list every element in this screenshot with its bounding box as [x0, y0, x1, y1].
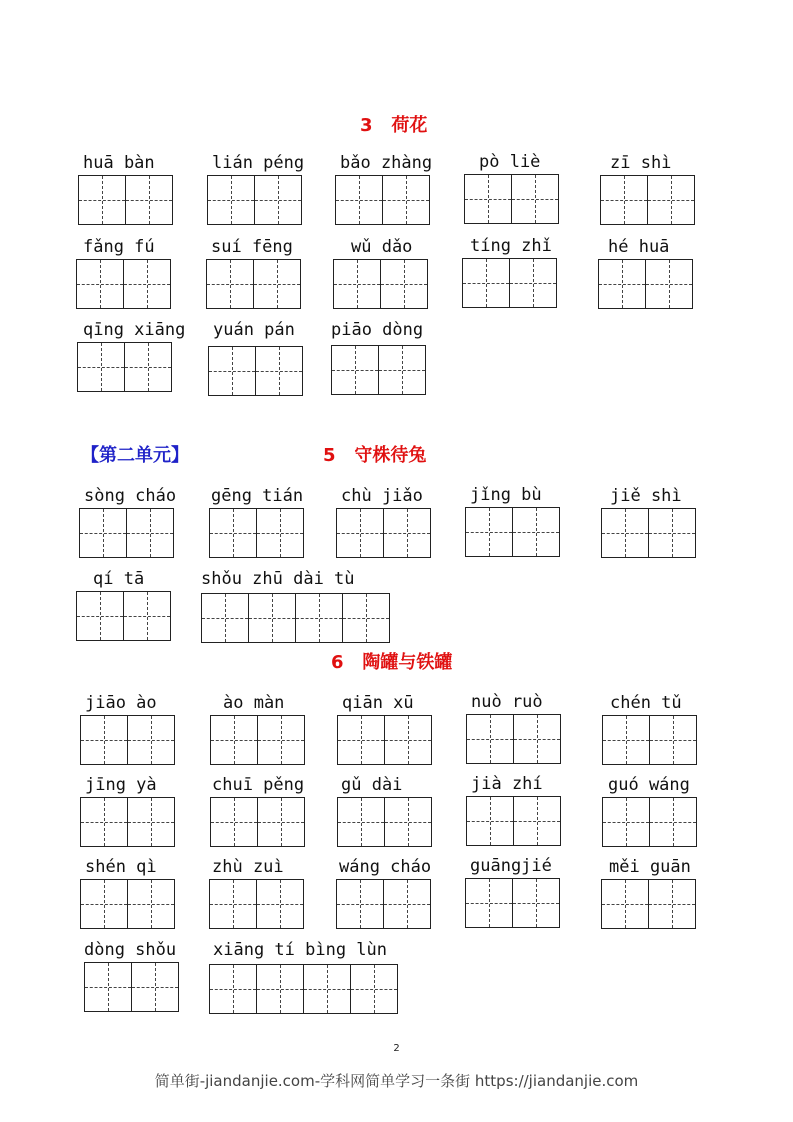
writing-grid[interactable] — [466, 714, 561, 764]
pinyin-label: lián péng — [212, 153, 305, 173]
pinyin-label: gēng tián — [211, 486, 304, 506]
writing-cell[interactable] — [465, 878, 513, 928]
writing-cell[interactable] — [648, 879, 696, 929]
writing-grid[interactable] — [209, 508, 304, 558]
writing-cell[interactable] — [256, 508, 304, 558]
writing-cell[interactable] — [462, 258, 510, 308]
writing-grid[interactable] — [465, 507, 560, 557]
writing-cell[interactable] — [255, 346, 303, 396]
writing-cell[interactable] — [80, 797, 128, 847]
writing-grid[interactable] — [601, 508, 696, 558]
writing-cell[interactable] — [600, 175, 648, 225]
writing-cell[interactable] — [76, 591, 124, 641]
writing-cell[interactable] — [79, 508, 127, 558]
pinyin-label: yuán pán — [213, 320, 295, 340]
writing-cell[interactable] — [207, 175, 255, 225]
pinyin-label: chén tǔ — [610, 693, 682, 713]
pinyin-label: dòng shǒu — [84, 940, 177, 960]
pinyin-label: jiāo ào — [85, 693, 157, 713]
writing-cell[interactable] — [383, 879, 431, 929]
writing-cell[interactable] — [382, 175, 430, 225]
writing-grid[interactable] — [80, 879, 175, 929]
writing-grid[interactable] — [464, 174, 559, 224]
writing-grid[interactable] — [210, 715, 305, 765]
writing-cell[interactable] — [336, 508, 384, 558]
writing-grid[interactable] — [206, 259, 301, 309]
writing-cell[interactable] — [80, 879, 128, 929]
writing-grid[interactable] — [600, 175, 695, 225]
lesson-6-title — [331, 648, 452, 674]
writing-cell[interactable] — [337, 715, 385, 765]
writing-cell[interactable] — [649, 715, 697, 765]
writing-cell[interactable] — [648, 508, 696, 558]
writing-grid[interactable] — [201, 593, 390, 643]
pinyin-label: huā bàn — [83, 153, 155, 173]
writing-cell[interactable] — [350, 964, 398, 1014]
writing-cell[interactable] — [210, 715, 258, 765]
pinyin-label: zhù zuì — [212, 857, 284, 877]
pinyin-label: nuò ruò — [471, 692, 543, 712]
pinyin-label: fǎng fú — [83, 237, 155, 257]
writing-cell[interactable] — [76, 259, 124, 309]
writing-cell[interactable] — [466, 796, 514, 846]
lesson-number: 5 — [323, 445, 336, 466]
writing-cell[interactable] — [248, 593, 296, 643]
lesson-5-title — [323, 441, 426, 467]
writing-cell[interactable] — [513, 714, 561, 764]
writing-grid[interactable] — [208, 346, 303, 396]
pinyin-label: sòng cháo — [84, 486, 177, 506]
writing-cell[interactable] — [123, 591, 171, 641]
writing-grid[interactable] — [331, 345, 426, 395]
lesson-name: 陶罐与铁罐 — [362, 652, 453, 673]
writing-cell[interactable] — [131, 962, 179, 1012]
pinyin-label: shǒu zhū dài tù — [201, 569, 355, 589]
pinyin-label: shén qì — [85, 857, 157, 877]
writing-cell[interactable] — [209, 879, 257, 929]
pinyin-label: bǎo zhàng — [340, 153, 433, 173]
writing-cell[interactable] — [253, 259, 301, 309]
writing-grid[interactable] — [602, 797, 697, 847]
pinyin-label: wǔ dǎo — [351, 237, 413, 257]
writing-cell[interactable] — [337, 797, 385, 847]
pinyin-label: piāo dòng — [331, 320, 424, 340]
pinyin-label: jīng yà — [85, 775, 157, 795]
lesson-name: 荷花 — [391, 115, 428, 136]
writing-cell[interactable] — [466, 714, 514, 764]
writing-cell[interactable] — [127, 879, 175, 929]
pinyin-label: xiāng tí bìng lùn — [213, 940, 387, 960]
writing-grid[interactable] — [80, 715, 175, 765]
writing-cell[interactable] — [78, 175, 126, 225]
writing-grid[interactable] — [601, 879, 696, 929]
writing-grid[interactable] — [77, 342, 172, 392]
writing-grid[interactable] — [209, 879, 304, 929]
writing-cell[interactable] — [206, 259, 254, 309]
writing-cell[interactable] — [513, 796, 561, 846]
writing-cell[interactable] — [464, 174, 512, 224]
writing-cell[interactable] — [254, 175, 302, 225]
writing-cell[interactable] — [645, 259, 693, 309]
writing-grid[interactable] — [80, 797, 175, 847]
pinyin-label: jià zhí — [471, 774, 543, 794]
writing-cell[interactable] — [649, 797, 697, 847]
writing-cell[interactable] — [601, 879, 649, 929]
writing-grid[interactable] — [78, 175, 173, 225]
pinyin-label: jǐng bù — [470, 485, 542, 505]
writing-cell[interactable] — [123, 259, 171, 309]
writing-cell[interactable] — [208, 346, 256, 396]
writing-cell[interactable] — [602, 715, 650, 765]
page-number: 2 — [393, 1043, 400, 1054]
writing-grid[interactable] — [76, 591, 171, 641]
writing-cell[interactable] — [80, 715, 128, 765]
writing-cell[interactable] — [124, 342, 172, 392]
pinyin-label: qiān xū — [342, 693, 414, 713]
writing-cell[interactable] — [598, 259, 646, 309]
pinyin-label: guó wáng — [608, 775, 690, 795]
writing-cell[interactable] — [511, 174, 559, 224]
pinyin-label: suí fēng — [211, 237, 293, 257]
writing-grid[interactable] — [210, 797, 305, 847]
writing-grid[interactable] — [207, 175, 302, 225]
lesson-number: 3 — [360, 115, 373, 136]
pinyin-label: hé huā — [608, 237, 670, 257]
unit-label: 【第二单元】 — [81, 445, 189, 466]
writing-cell[interactable] — [380, 259, 428, 309]
lesson-3-title — [360, 111, 427, 137]
writing-cell[interactable] — [77, 342, 125, 392]
pinyin-label: zī shì — [610, 153, 672, 173]
pinyin-label: qīng xiāng — [83, 320, 186, 340]
writing-grid[interactable] — [337, 797, 432, 847]
writing-cell[interactable] — [384, 715, 432, 765]
writing-cell[interactable] — [303, 964, 351, 1014]
writing-grid[interactable] — [466, 796, 561, 846]
writing-cell[interactable] — [210, 797, 258, 847]
writing-cell[interactable] — [512, 507, 560, 557]
writing-cell[interactable] — [512, 878, 560, 928]
writing-grid[interactable] — [76, 259, 171, 309]
writing-grid[interactable] — [465, 878, 560, 928]
writing-cell[interactable] — [335, 175, 383, 225]
lesson-name: 守株待兔 — [354, 445, 427, 466]
writing-cell[interactable] — [257, 797, 305, 847]
writing-cell[interactable] — [602, 797, 650, 847]
pinyin-label: wáng cháo — [339, 857, 432, 877]
writing-grid[interactable] — [336, 508, 431, 558]
writing-cell[interactable] — [342, 593, 390, 643]
writing-cell[interactable] — [126, 508, 174, 558]
pinyin-label: jiě shì — [610, 486, 682, 506]
writing-grid[interactable] — [337, 715, 432, 765]
writing-cell[interactable] — [256, 879, 304, 929]
writing-cell[interactable] — [331, 345, 379, 395]
writing-grid[interactable] — [335, 175, 430, 225]
writing-cell[interactable] — [509, 258, 557, 308]
writing-cell[interactable] — [209, 508, 257, 558]
writing-grid[interactable] — [209, 964, 398, 1014]
writing-cell[interactable] — [647, 175, 695, 225]
writing-grid[interactable] — [598, 259, 693, 309]
writing-grid[interactable] — [336, 879, 431, 929]
writing-cell[interactable] — [125, 175, 173, 225]
pinyin-label: pò liè — [479, 152, 541, 172]
writing-grid[interactable] — [602, 715, 697, 765]
writing-grid[interactable] — [333, 259, 428, 309]
writing-grid[interactable] — [462, 258, 557, 308]
writing-cell[interactable] — [465, 507, 513, 557]
pinyin-label: qí tā — [93, 569, 145, 589]
writing-grid[interactable] — [79, 508, 174, 558]
lesson-number: 6 — [331, 652, 344, 673]
writing-cell[interactable] — [209, 964, 257, 1014]
footer-text: 简单街-jiandanjie.com-学科网简单学习一条街 https://jiandanjie.com — [154, 1072, 639, 1090]
writing-cell[interactable] — [336, 879, 384, 929]
pinyin-label: ào màn — [223, 693, 285, 713]
writing-cell[interactable] — [601, 508, 649, 558]
writing-cell[interactable] — [256, 964, 304, 1014]
writing-cell[interactable] — [257, 715, 305, 765]
writing-cell[interactable] — [384, 797, 432, 847]
pinyin-label: guāngjié — [470, 856, 552, 876]
pinyin-label: měi guān — [609, 857, 691, 877]
writing-cell[interactable] — [333, 259, 381, 309]
writing-cell[interactable] — [84, 962, 132, 1012]
writing-grid[interactable] — [84, 962, 179, 1012]
writing-cell[interactable] — [295, 593, 343, 643]
writing-cell[interactable] — [127, 797, 175, 847]
writing-cell[interactable] — [127, 715, 175, 765]
pinyin-label: chù jiǎo — [341, 486, 423, 506]
writing-cell[interactable] — [201, 593, 249, 643]
pinyin-label: gǔ dài — [341, 775, 403, 795]
writing-cell[interactable] — [383, 508, 431, 558]
writing-cell[interactable] — [378, 345, 426, 395]
pinyin-label: tíng zhǐ — [470, 236, 552, 256]
pinyin-label: chuī pěng — [212, 775, 305, 795]
